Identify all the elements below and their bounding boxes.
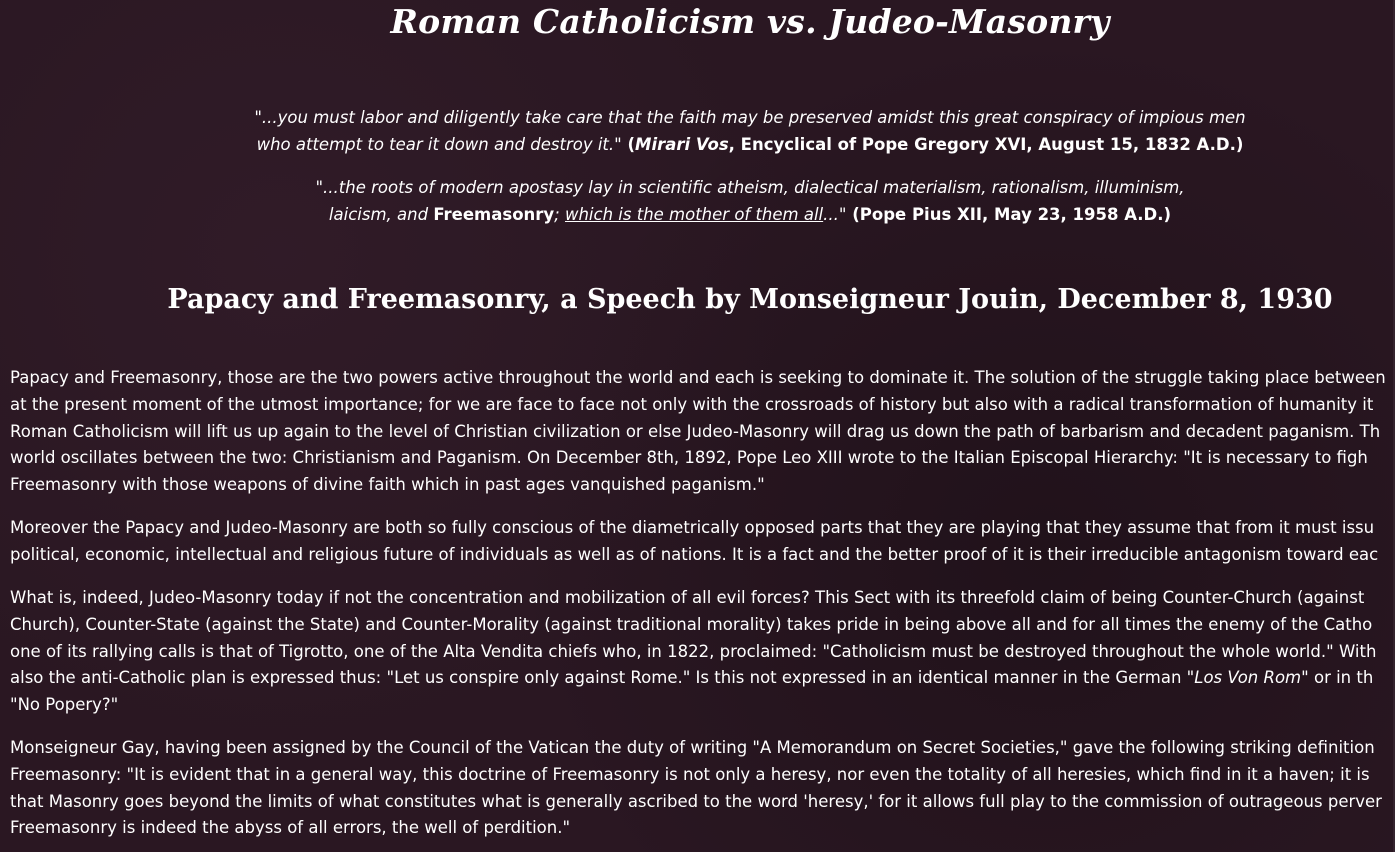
paragraph-line-text: also the anti-Catholic plan is expressed thus: "Let us conspire only against Rome." Is this not expressed in an identical manner in the German " [10,668,1195,688]
quote-gregory-cite-work: Mirari Vos [635,135,729,154]
paragraph-line: at the present moment of the utmost importance; for we are face to face not only with the crossroads of history but also with a radical transformation of humanity it [10,394,1374,414]
page-title: Roman Catholicism vs. Judeo-Masonry [390,2,1110,41]
quote-pius-line-2a: laicism, and [328,205,434,224]
paragraph-line: Roman Catholicism will lift us up again to the level of Christian civilization or else Judeo-Masonry will drag us down the path of barbarism and decadent paganism. Th [10,421,1381,441]
quote-pius-line-2b: ; [554,205,565,224]
quote-pius-underline: which is the mother of them all [564,205,824,224]
paragraph-line: Freemasonry is indeed the abyss of all errors, the well of perdition." [10,818,571,838]
paragraph-line-tail: " or in th [1301,668,1374,688]
paragraph-1 [10,365,1395,499]
paragraph-line: Freemasonry: "It is evident that in a general way, this doctrine of Freemasonry is not only a heresy, nor even the totality of all heresies, which find in it a haven; it is [10,764,1370,784]
paragraph-line: that Masonry goes beyond the limits of what constitutes what is generally ascribed to the word 'heresy,' for it allows full play to the commission of outrageous perver [10,791,1382,811]
speech-title: Papacy and Freemasonry, a Speech by Monseigneur Jouin, December 8, 1930 [167,284,1333,315]
quote-pius-emph: Freemasonry [433,205,555,224]
paragraph-line: Moreover the Papacy and Judeo-Masonry are both so fully conscious of the diametrically opposed parts that they are playing that they assume that from it must issu [10,518,1375,537]
paragraph-2 [10,515,1395,569]
paragraph-line: What is, indeed, Judeo-Masonry today if not the concentration and mobilization of all evil forces? This Sect with its threefold claim of being Counter-Church (against [10,588,1365,607]
quote-gregory-line-1: "...you must labor and diligently take care that the faith may be preserved amidst this great conspiracy of impious men [254,108,1246,127]
paragraph-line: world oscillates between the two: Christianism and Paganism. On December 8th, 1892, Pope Leo XIII wrote to the Italian Episcopal Hierarchy: "It is necessary to figh [10,448,1368,468]
quote-pius-line-1: "...the roots of modern apostasy lay in scientific atheism, dialectical materialism, rationalism, illuminism, [315,178,1185,197]
paragraph-line: "No Popery?" [10,695,119,715]
quote-gregory-cite-open: ( [621,135,636,154]
quote-gregory-line-2: who attempt to tear it down and destroy it." [256,135,622,154]
quote-gregory [0,104,1395,158]
quote-pius [0,174,1395,228]
paragraph-line: political, economic, intellectual and religious future of individuals as well as of nations. It is a fact and the better proof of it is their irreducible antagonism toward eac [10,544,1379,564]
paragraph-line: Papacy and Freemasonry, those are the two powers active throughout the world and each is seeking to dominate it. The solution of the struggle taking place between [10,368,1386,387]
paragraph-line-mixed [10,665,1395,692]
paragraph-line: one of its rallying calls is that of Tigrotto, one of the Alta Vendita chiefs who, in 1822, proclaimed: "Catholicism must be destroyed throughout the whole world." With [10,641,1377,661]
paragraph-line: Church), Counter-State (against the State) and Counter-Morality (against traditional morality) takes pride in being above all and for all times the enemy of the Catho [10,614,1373,634]
quote-pius-line-2c: ..." [823,205,847,224]
paragraph-3 [10,585,1395,719]
los-von-rom-italic: Los Von Rom [1194,668,1302,688]
paragraph-line: Monseigneur Gay, having been assigned by the Council of the Vatican the duty of writing "A Memorandum on Secret Societies," gave the following striking definition [10,738,1375,757]
quote-pius-cite: (Pope Pius XII, May 23, 1958 A.D.) [846,205,1172,224]
paragraph-line: Freemasonry with those weapons of divine faith which in past ages vanquished paganism." [10,475,765,495]
quote-gregory-cite-rest: , Encyclical of Pope Gregory XVI, August 15, 1832 A.D.) [728,135,1244,154]
paragraph-4 [10,735,1395,842]
